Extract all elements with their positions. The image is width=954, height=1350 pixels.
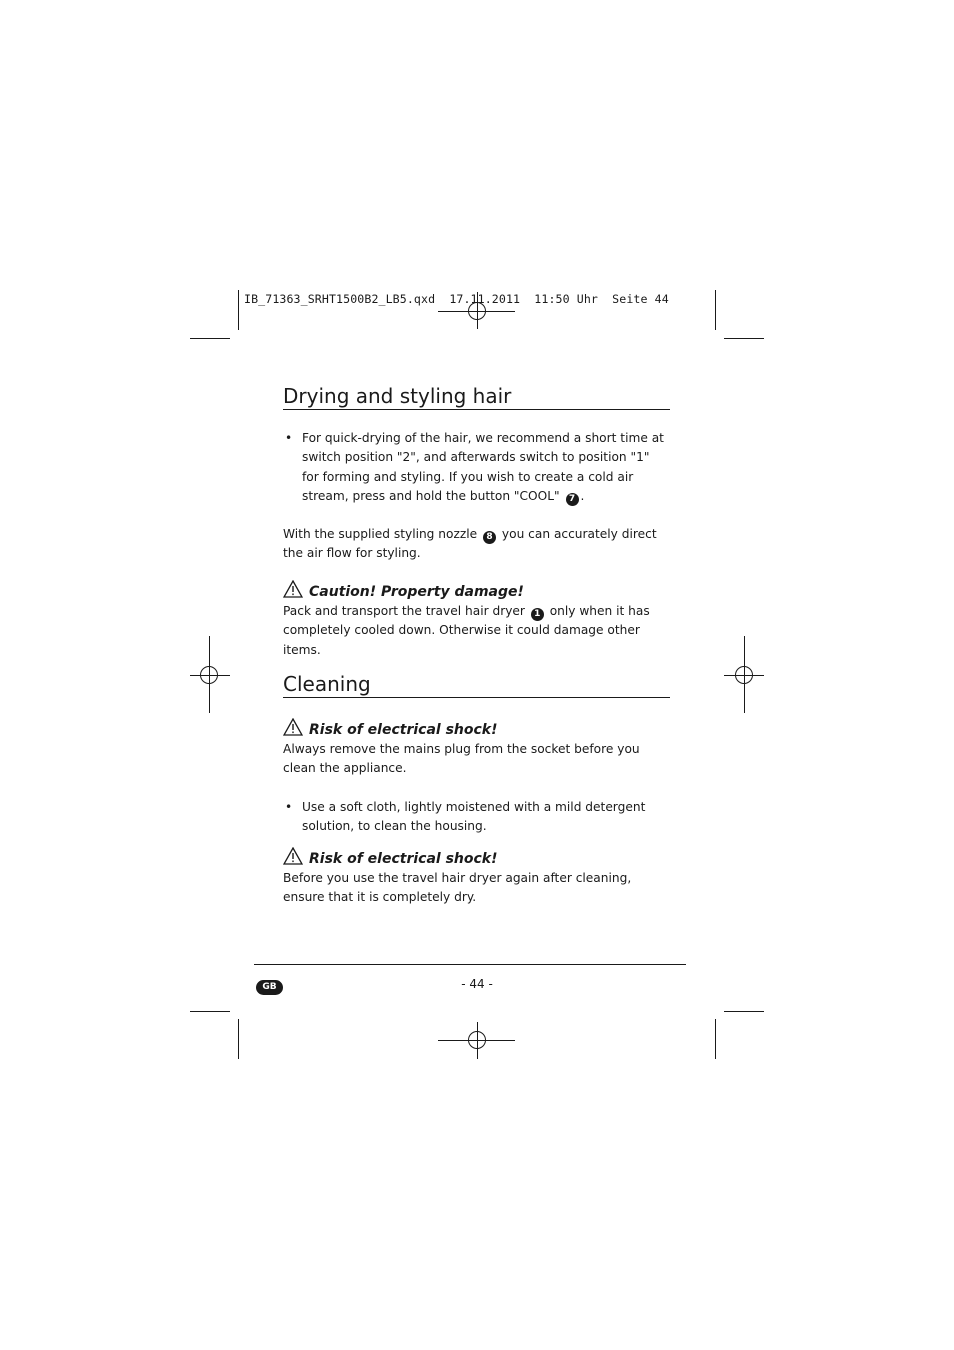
bullet-text-end: . — [580, 488, 585, 503]
bullet-dot: • — [285, 800, 293, 814]
page-number: - 44 - — [461, 977, 493, 991]
warning-triangle-icon — [283, 847, 303, 865]
warning-triangle-icon — [283, 718, 303, 736]
bullet-text: Use a soft cloth, lightly moistened with a mild detergent solution, to clean the housing. — [302, 800, 646, 834]
warning-text-shock-2: Before you use the travel hair dryer again after cleaning, ensure that it is completely dry. — [283, 871, 632, 905]
warning-text: Pack and transport the travel hair dryer — [283, 604, 525, 618]
warning-text-property — [283, 602, 670, 660]
warning-title: Caution! Property damage! — [309, 584, 524, 600]
warning-heading-shock-1 — [283, 718, 498, 740]
part-number-badge: 1 — [531, 608, 544, 621]
warning-heading-property — [283, 580, 524, 602]
paragraph-nozzle — [283, 525, 670, 564]
warning-heading-shock-2 — [283, 847, 498, 869]
part-number-badge: 8 — [483, 531, 496, 544]
paragraph-text-end: you can accurately direct the air flow for styling. — [283, 527, 657, 561]
list-item — [283, 798, 670, 837]
paragraph-text: With the supplied styling nozzle — [283, 527, 478, 541]
bullet-dot: • — [285, 431, 293, 445]
warning-title: Risk of electrical shock! — [309, 722, 498, 738]
heading-cleaning: Cleaning — [283, 672, 670, 698]
warning-triangle-icon — [283, 580, 303, 598]
part-number-badge: 7 — [566, 493, 579, 506]
list-item — [283, 429, 670, 506]
warning-text-shock-1: Always remove the mains plug from the socket before you clean the appliance. — [283, 742, 640, 776]
warning-text-end: only when it has completely cooled down. Otherwise it could damage other items. — [283, 604, 650, 657]
language-badge: GB — [256, 980, 283, 995]
file-slug: IB_71363_SRHT1500B2_LB5.qxd 17.11.2011 11:50 Uhr Seite 44 — [244, 292, 669, 306]
bullet-text: For quick-drying of the hair, we recommend a short time at switch position "2", and afterwards switch to position "1" for forming and styling. If you wish to create a cold air stream, press and hold the button "COOL" — [302, 431, 664, 503]
heading-drying-styling: Drying and styling hair — [283, 384, 670, 410]
footer-rule — [254, 964, 686, 965]
warning-title: Risk of electrical shock! — [309, 851, 498, 867]
